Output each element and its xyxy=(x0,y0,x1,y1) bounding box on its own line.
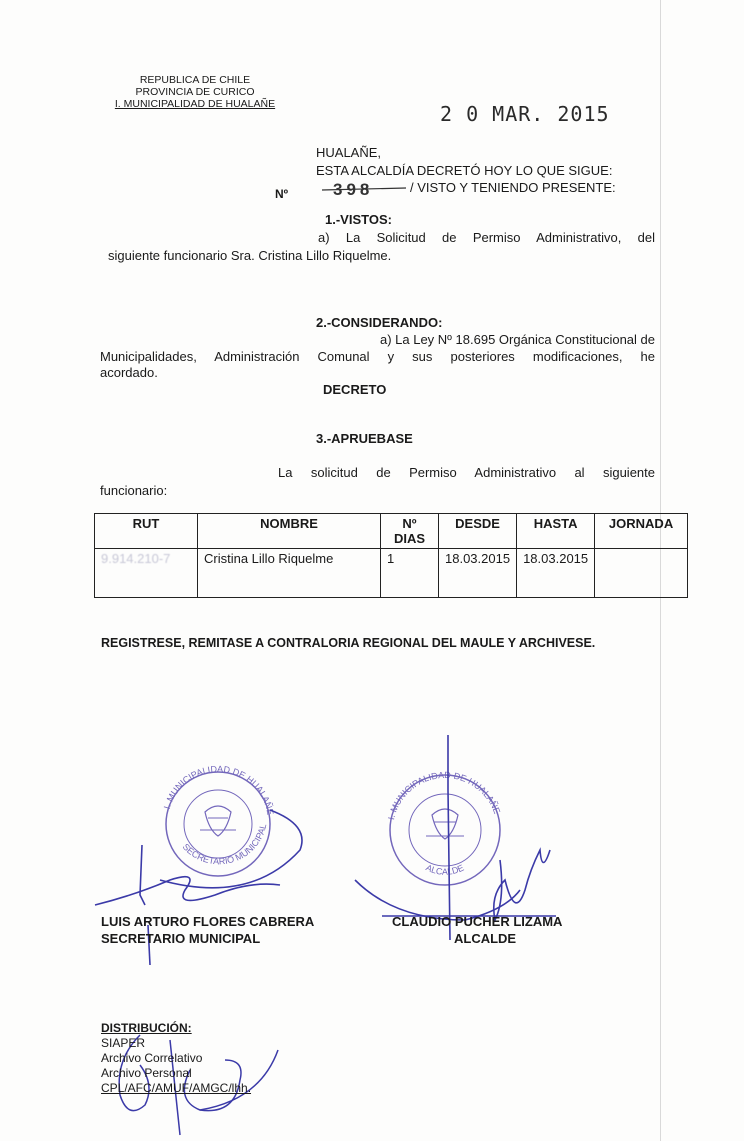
cell-jornada xyxy=(595,549,688,598)
decree-number: 398 xyxy=(333,180,374,199)
signature-right xyxy=(355,735,556,940)
col-desde: DESDE xyxy=(439,514,517,549)
table-header-row xyxy=(95,514,688,549)
seal-left-bottom-text: SECRETARIO MUNICIPAL xyxy=(180,822,269,867)
distribution-heading: DISTRIBUCIÓN: xyxy=(101,1021,192,1035)
svg-text:I. MUNICIPALIDAD DE HUALAÑE xyxy=(386,770,502,821)
letterhead-municipality: I. MUNICIPALIDAD DE HUALAÑE xyxy=(114,98,276,110)
cell-nombre: Cristina Lillo Riquelme xyxy=(198,549,381,598)
signer-left-title: SECRETARIO MUNICIPAL xyxy=(101,931,261,946)
seal-right-top-text: I. MUNICIPALIDAD DE HUALAÑE xyxy=(386,769,503,821)
svg-text:SECRETARIO MUNICIPAL xyxy=(181,823,269,867)
vistos-heading: 1.-VISTOS: xyxy=(325,212,392,227)
permission-table xyxy=(94,513,688,598)
decree-number-prefix: Nº xyxy=(275,187,289,201)
seal-right-bottom-text: ALCALDE xyxy=(424,862,466,877)
letterhead xyxy=(100,74,290,110)
distribution-item: Archivo Correlativo xyxy=(101,1051,203,1065)
registrese-line: REGISTRESE, REMITASE A CONTRALORIA REGIONAL DEL MAULE Y ARCHIVESE. xyxy=(101,636,596,650)
decreto-heading: DECRETO xyxy=(323,382,387,397)
distribution-item: SIAPER xyxy=(101,1036,146,1050)
col-nombre: NOMBRE xyxy=(198,514,381,549)
seal-right xyxy=(386,770,502,885)
svg-text:ALCALDE xyxy=(424,862,465,876)
letterhead-province: PROVINCIA DE CURICO xyxy=(135,86,255,98)
considerando-line2: Municipalidades, Administración Comunal y sus posteriores modificaciones, he xyxy=(100,349,655,364)
col-hasta: HASTA xyxy=(517,514,595,549)
col-jornada: JORNADA xyxy=(595,514,688,549)
signer-right-name: CLAUDIO PUCHER LIZAMA xyxy=(392,914,563,929)
date-stamp: 2 0 MAR. 2015 xyxy=(440,102,610,126)
table-row xyxy=(95,549,688,598)
apruebase-line2: funcionario: xyxy=(100,483,168,498)
intro-visto: / VISTO Y TENIENDO PRESENTE: xyxy=(410,180,616,195)
distribution-item: Archivo Personal xyxy=(101,1066,192,1080)
cell-rut: 9.914.210-7 xyxy=(95,549,198,598)
intro-line: ESTA ALCALDÍA DECRETÓ HOY LO QUE SIGUE: xyxy=(316,163,613,178)
apruebase-heading: 3.-APRUEBASE xyxy=(316,431,413,446)
considerando-heading: 2.-CONSIDERANDO: xyxy=(316,315,443,330)
cell-desde: 18.03.2015 xyxy=(439,549,517,598)
distribution-item: CPL/AFC/AMUF/AMGC/lhh. xyxy=(101,1081,252,1095)
considerando-line3: acordado. xyxy=(100,365,158,380)
col-dias: Nº DIAS xyxy=(381,514,439,549)
considerando-line1: a) La Ley Nº 18.695 Orgánica Constitucional de xyxy=(379,332,655,347)
seal-left xyxy=(162,764,276,876)
signer-right-title: ALCALDE xyxy=(454,931,517,946)
vistos-line1: a) La Solicitud de Permiso Administrativo, del xyxy=(318,230,655,245)
svg-text:I. MUNICIPALIDAD DE HUALAÑE xyxy=(162,764,276,816)
cell-hasta: 18.03.2015 xyxy=(517,549,595,598)
signer-left-name: LUIS ARTURO FLORES CABRERA xyxy=(101,914,315,929)
vistos-line2: siguiente funcionario Sra. Cristina Lillo Riquelme. xyxy=(108,248,392,263)
distribution-block xyxy=(101,1021,251,1096)
letterhead-country: REPUBLICA DE CHILE xyxy=(139,74,251,86)
intro-place: HUALAÑE, xyxy=(316,145,382,160)
col-rut: RUT xyxy=(95,514,198,549)
apruebase-line1: La solicitud de Permiso Administrativo al siguiente xyxy=(278,465,655,480)
cell-dias: 1 xyxy=(381,549,439,598)
seal-left-top-text: I. MUNICIPALIDAD DE HUALAÑE xyxy=(161,763,276,816)
